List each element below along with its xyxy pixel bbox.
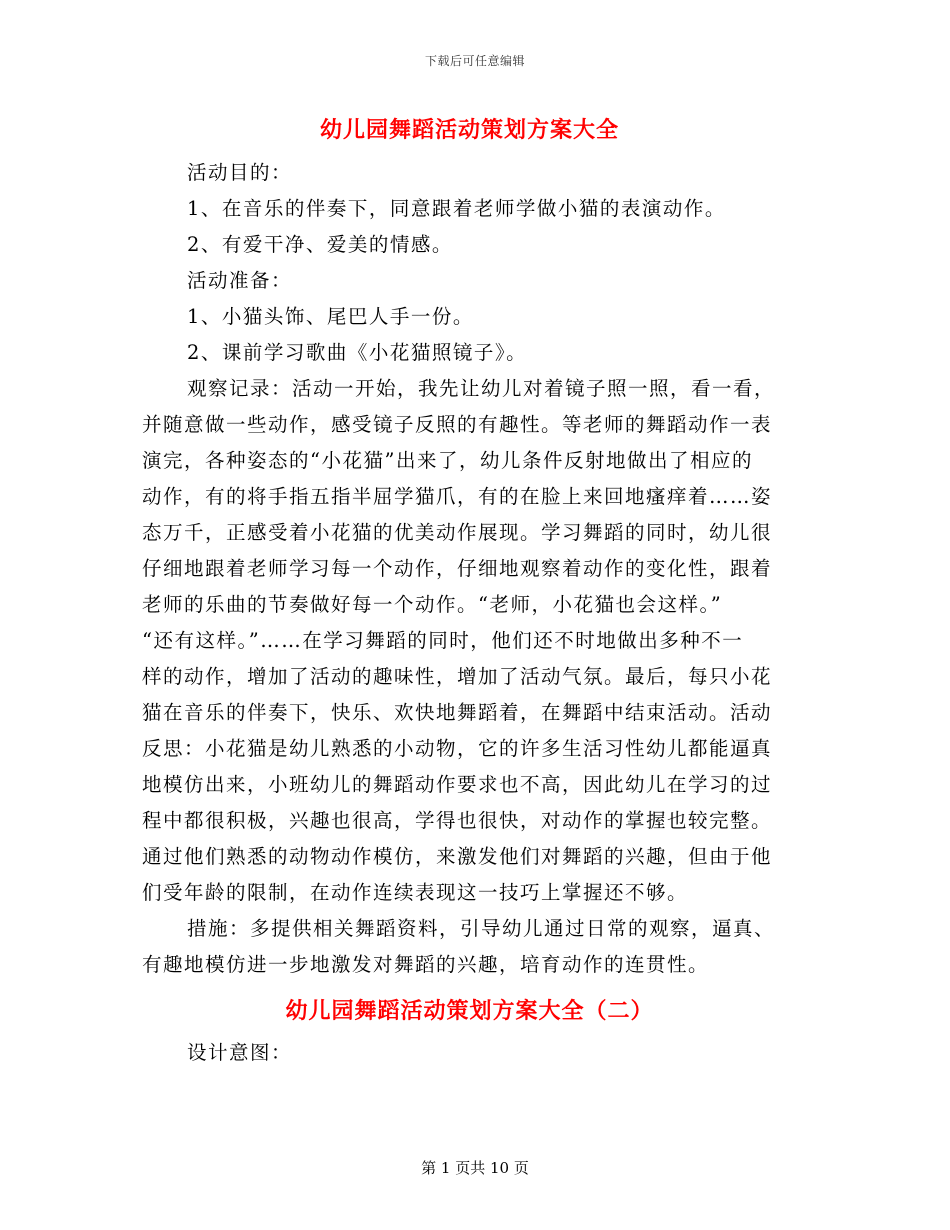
text-line: 2、课前学习歌曲《小花猫照镜子》。 xyxy=(187,341,528,364)
text-line: 1、小猫头饰、尾巴人手一份。 xyxy=(187,305,474,328)
section-2-body xyxy=(142,1035,797,1071)
section-2-title: 幼儿园舞蹈活动策划方案大全（二） xyxy=(285,999,654,1024)
text-line: “还有这样。”……在学习舞蹈的同时，他们还不时地做出多种不一 xyxy=(142,629,744,652)
text-line: 程中都很积极，兴趣也很高，学得也很快，对动作的掌握也较完整。 xyxy=(142,809,773,832)
page-header: 下载后可任意编辑 xyxy=(424,54,525,68)
document-title: 幼儿园舞蹈活动策划方案大全 xyxy=(319,118,619,143)
page-footer: 第 1 页共 10 页 xyxy=(421,1159,529,1177)
text-line: 活动准备： xyxy=(187,269,293,292)
text-line: 1、在音乐的伴奏下，同意跟着老师学做小猫的表演动作。 xyxy=(187,197,726,220)
text-line: 仔细地跟着老师学习每一个动作，仔细地观察着动作的变化性，跟着 xyxy=(142,557,773,580)
text-line: 老师的乐曲的节奏做好每一个动作。“老师，小花猫也会这样。” xyxy=(142,593,723,616)
text-line: 观察记录：活动一开始，我先让幼儿对着镜子照一照，看一看， xyxy=(187,377,776,400)
document-body xyxy=(142,112,797,1071)
section-1-body xyxy=(142,155,797,983)
text-line: 通过他们熟悉的动物动作模仿，来激发他们对舞蹈的兴趣，但由于他 xyxy=(142,845,773,868)
text-line: 有趣地模仿进一步地激发对舞蹈的兴趣，培育动作的连贯性。 xyxy=(142,953,710,976)
text-line: 态万千，正感受着小花猫的优美动作展现。学习舞蹈的同时，幼儿很 xyxy=(142,521,773,544)
text-line: 反思：小花猫是幼儿熟悉的小动物，它的许多生活习性幼儿都能逼真 xyxy=(142,737,773,760)
text-line: 并随意做一些动作，感受镜子反照的有趣性。等老师的舞蹈动作一表 xyxy=(142,413,773,436)
text-line: 猫在音乐的伴奏下，快乐、欢快地舞蹈着，在舞蹈中结束活动。活动 xyxy=(142,701,773,724)
text-line: 演完，各种姿态的“小花猫”出来了，幼儿条件反射地做出了相应的 xyxy=(142,449,753,472)
text-line: 活动目的： xyxy=(187,161,293,184)
text-line: 地模仿出来，小班幼儿的舞蹈动作要求也不高，因此幼儿在学习的过 xyxy=(142,773,773,796)
text-line: 动作，有的将手指五指半屈学猫爪，有的在脸上来回地瘙痒着……姿 xyxy=(142,485,773,508)
text-line: 措施：多提供相关舞蹈资料，引导幼儿通过日常的观察，逼真、 xyxy=(187,917,776,940)
text-line: 设计意图： xyxy=(187,1041,293,1064)
text-line: 样的动作，增加了活动的趣味性，增加了活动气氛。最后，每只小花 xyxy=(142,665,773,688)
text-line: 们受年龄的限制，在动作连续表现这一技巧上掌握还不够。 xyxy=(142,881,689,904)
text-line: 2、有爱干净、爱美的情感。 xyxy=(187,233,453,256)
